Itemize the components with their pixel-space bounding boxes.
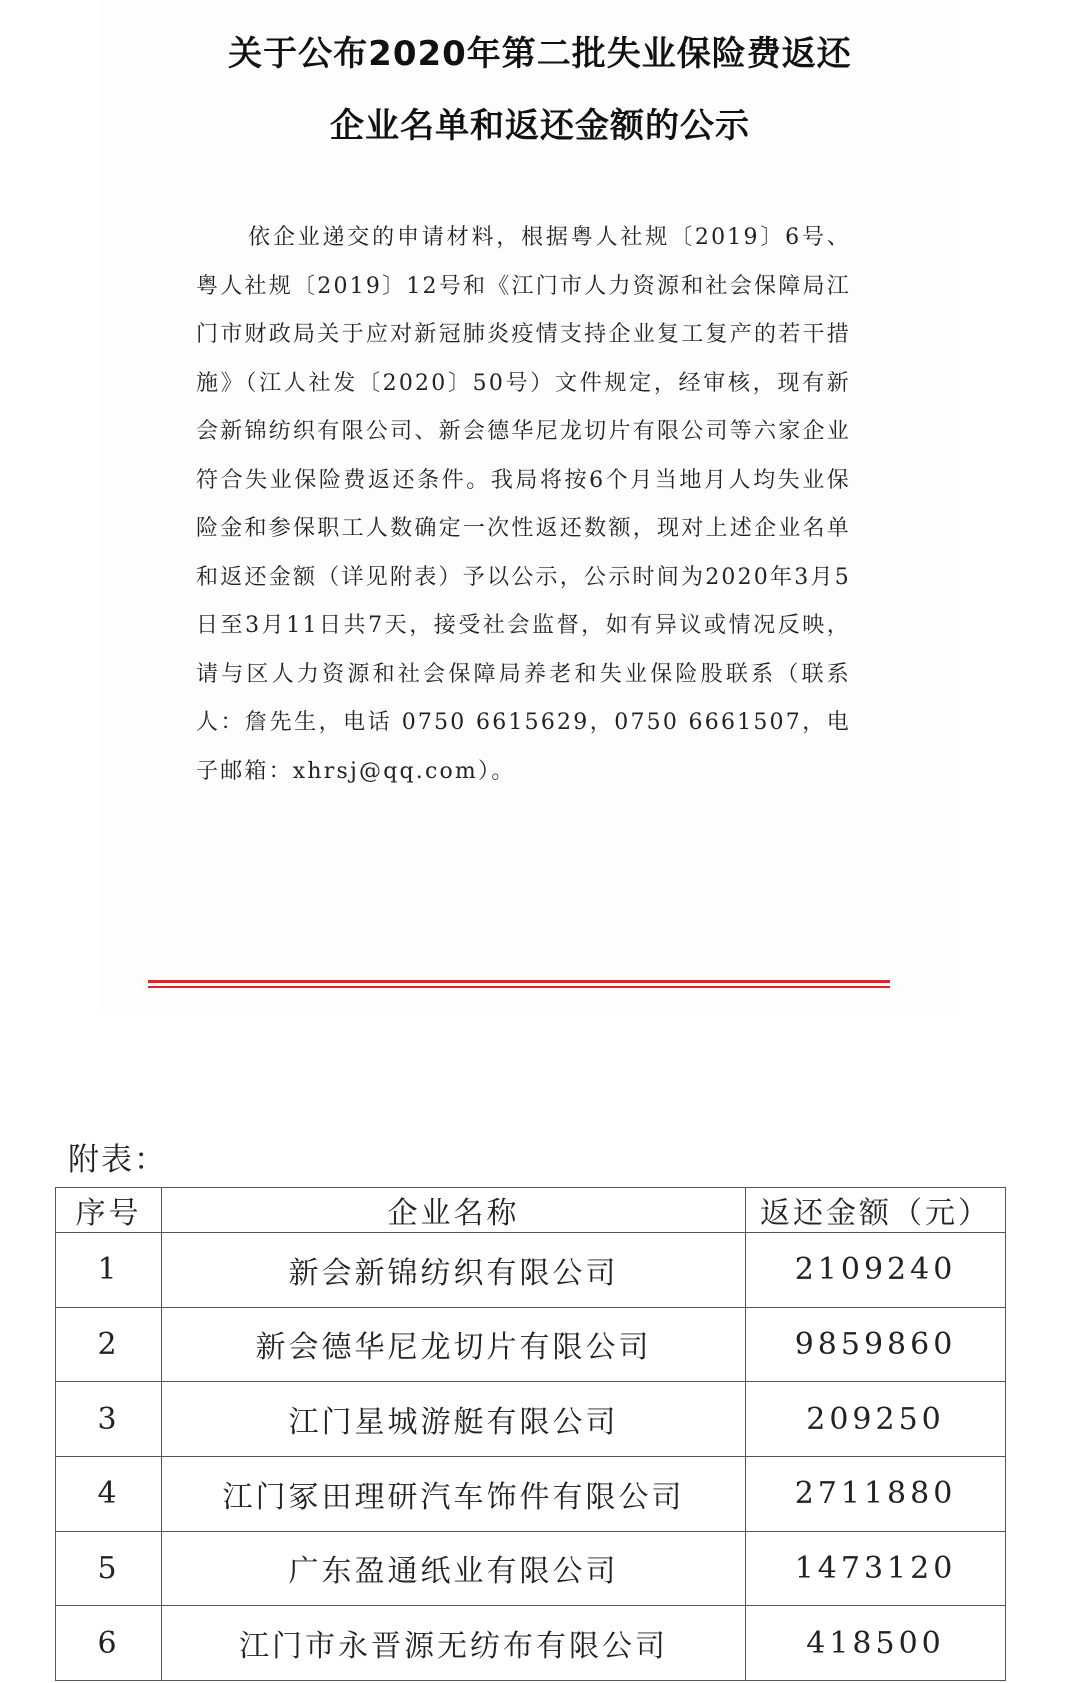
notice-body: 依企业递交的申请材料，根据粤人社规〔2019〕6号、粤人社规〔2019〕12号和《江门市人力资源和社会保障局江门市财政局关于应对新冠肺炎疫情支持企业复工复产的若干措施》（江人社发〔2020〕50号）文件规定，经审核，现有新会新锦纺织有限公司、新会德华尼龙切片有限公司等六家企业符合失业保险费返还条件。我局将按6个月当地月人均失业保险金和参保职工人数确定一次性返还数额，现对上述企业名单和返还金额（详见附表）予以公示，公示时间为2020年3月5日至3月11日共7天，接受社会监督，如有异议或情况反映，请与区人力资源和社会保障局养老和失业保险股联系（联系人：詹先生，电话 0750 6615629，0750 6661507，电子邮箱：xhrsj@qq.com）。: [196, 225, 851, 784]
row-refund-amount: 418500: [746, 1606, 1006, 1681]
row-company-name: 新会德华尼龙切片有限公司: [162, 1307, 746, 1382]
refund-table: [55, 1187, 1006, 1681]
attachment-label: 附表：: [68, 1142, 167, 1178]
row-seq: 2: [56, 1307, 162, 1382]
table-header-row: [56, 1188, 1006, 1233]
notice-title-line-1: 关于公布2020年第二批失业保险费返还: [228, 34, 852, 74]
table-row: [56, 1307, 1006, 1382]
row-seq: 4: [56, 1456, 162, 1531]
row-company-name: 新会新锦纺织有限公司: [162, 1233, 746, 1308]
table-row: [56, 1606, 1006, 1681]
table-row: [56, 1456, 1006, 1531]
row-refund-amount: 9859860: [746, 1307, 1006, 1382]
row-refund-amount: 2711880: [746, 1456, 1006, 1531]
row-seq: 1: [56, 1233, 162, 1308]
row-refund-amount: 2109240: [746, 1233, 1006, 1308]
row-company-name: 江门星城游艇有限公司: [162, 1382, 746, 1457]
header-company-name: 企业名称: [162, 1188, 746, 1233]
row-company-name: 江门市永晋源无纺布有限公司: [162, 1606, 746, 1681]
table-row: [56, 1531, 1006, 1606]
red-divider-line: [148, 986, 890, 988]
row-company-name: 广东盈通纸业有限公司: [162, 1531, 746, 1606]
table-row: [56, 1233, 1006, 1308]
row-company-name: 江门冢田理研汽车饰件有限公司: [162, 1456, 746, 1531]
row-seq: 3: [56, 1382, 162, 1457]
row-seq: 6: [56, 1606, 162, 1681]
notice-title-line-2: 企业名单和返还金额的公示: [330, 106, 750, 146]
table-row: [56, 1382, 1006, 1457]
row-seq: 5: [56, 1531, 162, 1606]
row-refund-amount: 209250: [746, 1382, 1006, 1457]
row-refund-amount: 1473120: [746, 1531, 1006, 1606]
red-divider-line: [148, 980, 890, 983]
header-seq: 序号: [56, 1188, 162, 1233]
header-refund-amount: 返还金额（元）: [746, 1188, 1006, 1233]
